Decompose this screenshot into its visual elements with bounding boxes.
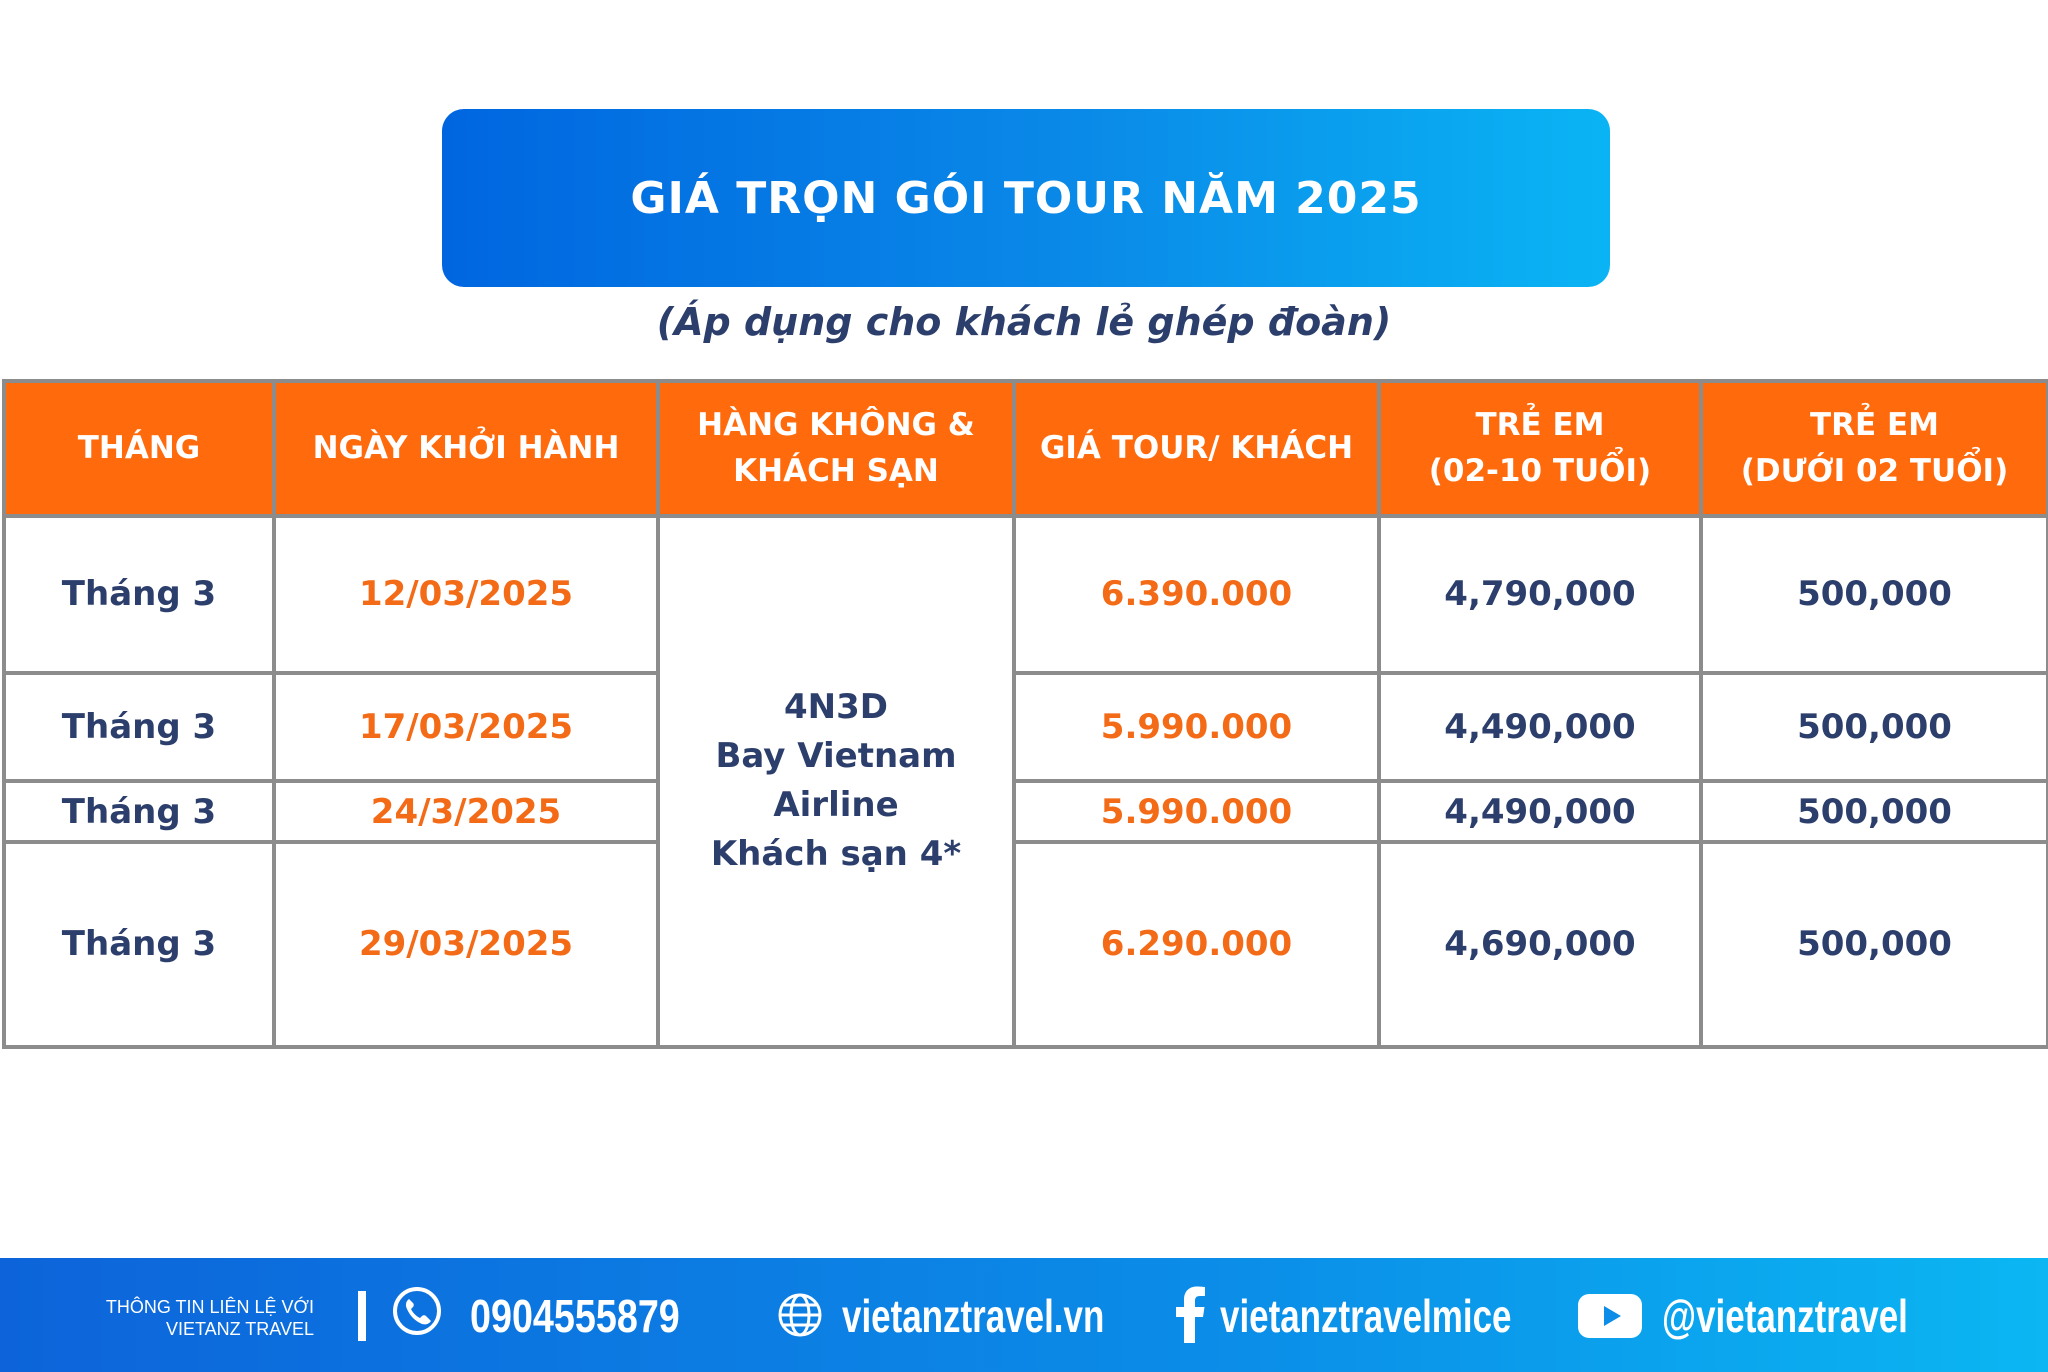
table-row: [4, 516, 2048, 673]
month-cell: Tháng 3: [4, 781, 274, 841]
header-airline-hotel: [658, 381, 1014, 516]
header-infant-price: [1701, 381, 2048, 516]
departure-date-cell: 29/03/2025: [274, 842, 658, 1047]
hotel-class: Khách sạn 4*: [710, 834, 962, 875]
table-row: [4, 781, 2048, 841]
tour-price-cell: 6.390.000: [1014, 516, 1379, 673]
phone-number[interactable]: 0904555879: [470, 1290, 680, 1342]
child-price-cell: 4,490,000: [1379, 781, 1701, 841]
tour-price-cell: 6.290.000: [1014, 842, 1379, 1047]
phone-icon: [392, 1286, 442, 1336]
departure-date-cell: 12/03/2025: [274, 516, 658, 673]
facebook-link[interactable]: vietanztravelmice: [1220, 1290, 1512, 1342]
departure-date-cell: 24/3/2025: [274, 781, 658, 841]
table-row: [4, 673, 2048, 782]
title-banner: [442, 109, 1610, 287]
month-cell: Tháng 3: [4, 673, 274, 782]
header-child-price: [1379, 381, 1701, 516]
infant-price-cell: 500,000: [1701, 842, 2048, 1047]
child-price-cell: 4,690,000: [1379, 842, 1701, 1047]
header-tour-price: GIÁ TOUR/ KHÁCH: [1014, 381, 1379, 516]
contact-label-line2: VIETANZ TRAVEL: [165, 1319, 314, 1339]
month-cell: Tháng 3: [4, 842, 274, 1047]
child-price-cell: 4,490,000: [1379, 673, 1701, 782]
contact-footer: [0, 1258, 2048, 1372]
tour-duration: 4N3D: [784, 687, 888, 728]
website-link[interactable]: vietanztravel.vn: [842, 1290, 1105, 1342]
table-row: [4, 842, 2048, 1047]
airline-line1: Bay Vietnam: [715, 736, 957, 777]
header-departure-date: NGÀY KHỞI HÀNH: [274, 381, 658, 516]
price-table: [2, 379, 2048, 1049]
table-header-row: [4, 381, 2048, 516]
youtube-icon: [1578, 1294, 1642, 1338]
tour-price-cell: 5.990.000: [1014, 781, 1379, 841]
subtitle: (Áp dụng cho khách lẻ ghép đoàn): [656, 300, 1392, 344]
header-airline-hotel-line2: KHÁCH SẠN: [733, 453, 939, 490]
header-infant-line1: TRẺ EM: [1809, 407, 1939, 444]
infant-price-cell: 500,000: [1701, 673, 2048, 782]
departure-date-cell: 17/03/2025: [274, 673, 658, 782]
tour-price-cell: 5.990.000: [1014, 673, 1379, 782]
footer-divider: [358, 1291, 366, 1341]
globe-icon: [776, 1291, 824, 1339]
page-title: GIÁ TRỌN GÓI TOUR NĂM 2025: [630, 172, 1422, 224]
airline-line2: Airline: [773, 785, 899, 826]
contact-label: [60, 1296, 314, 1340]
airline-hotel-cell: [658, 516, 1014, 1047]
header-child-line1: TRẺ EM: [1475, 407, 1605, 444]
infant-price-cell: 500,000: [1701, 516, 2048, 673]
contact-label-line1: THÔNG TIN LIÊN LỆ VỚI: [105, 1297, 314, 1317]
header-airline-hotel-line1: HÀNG KHÔNG &: [697, 407, 975, 444]
facebook-icon: [1176, 1285, 1206, 1343]
child-price-cell: 4,790,000: [1379, 516, 1701, 673]
header-child-line2: (02-10 TUỔI): [1428, 453, 1652, 490]
header-month: THÁNG: [4, 381, 274, 516]
month-cell: Tháng 3: [4, 516, 274, 673]
header-infant-line2: (DƯỚI 02 TUỔI): [1740, 453, 2009, 490]
youtube-handle[interactable]: @vietanztravel: [1662, 1290, 1908, 1342]
infant-price-cell: 500,000: [1701, 781, 2048, 841]
